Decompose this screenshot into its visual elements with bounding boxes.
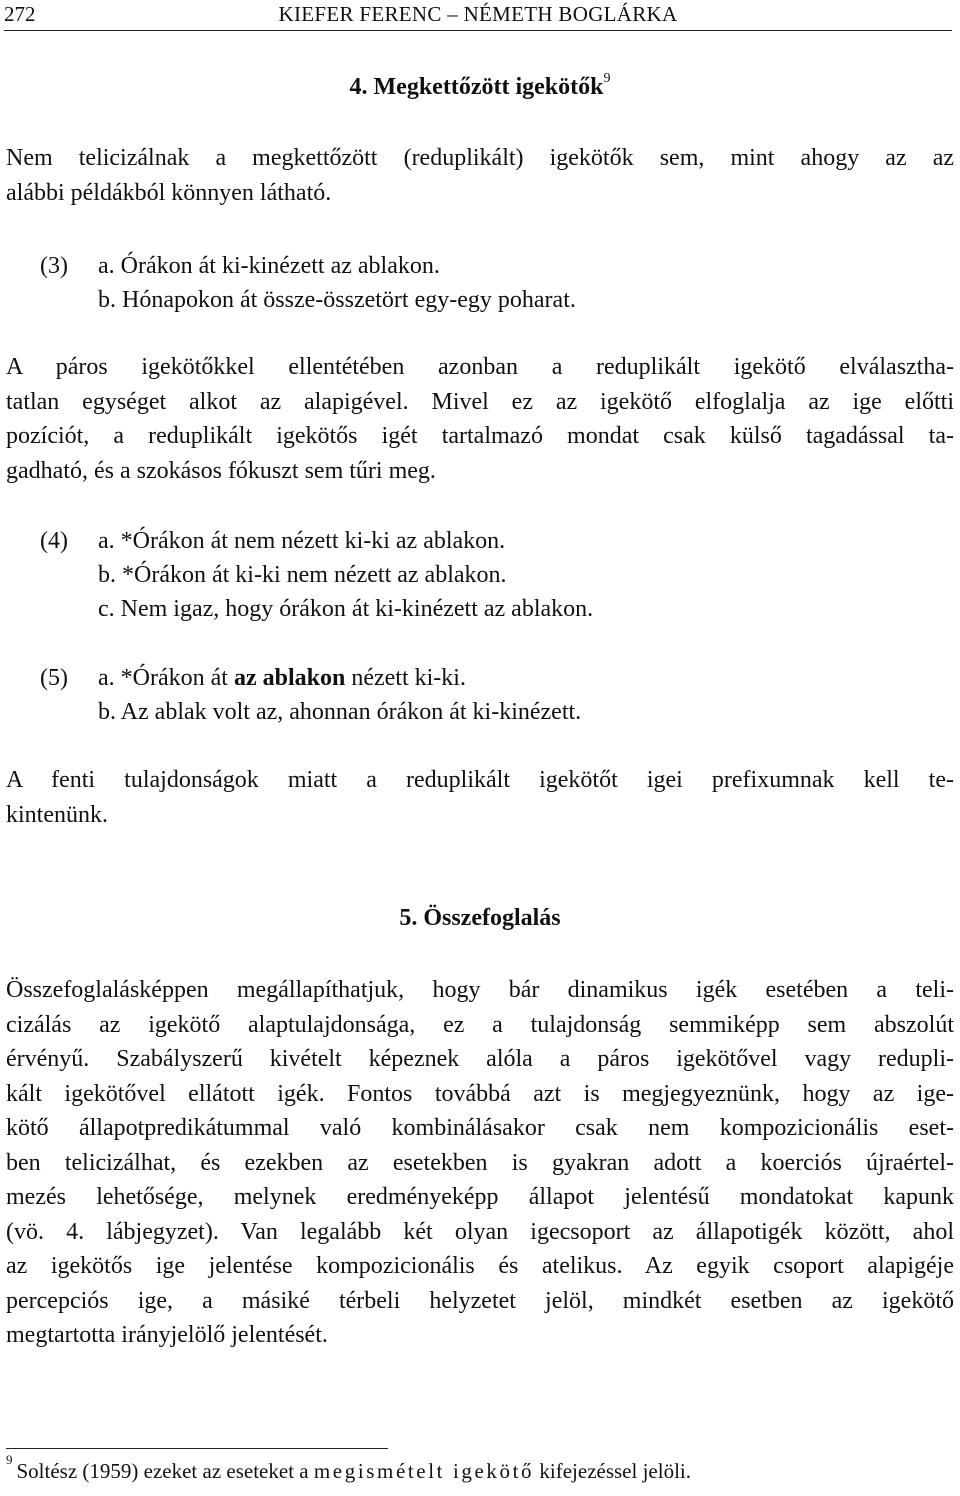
text-line: megtartotta irányjelölő jelentését. — [6, 1322, 328, 1348]
text-line: Nem telicizálnak a megkettőzött (reduplikált) igekötők sem, mint ahogy az az — [6, 145, 954, 171]
text-line: érvényű. Szabályszerű kivételt képeznek alóla a páros igekötővel vagy redupli- — [6, 1046, 954, 1072]
running-header — [4, 0, 952, 31]
example-4b: b. *Órákon át ki-ki nem nézett az ablakon. — [98, 562, 507, 588]
example-5a — [98, 661, 466, 695]
footnote-divider — [6, 1448, 388, 1449]
example-3a: a. Órákon át ki-kinézett az ablakon. — [98, 253, 440, 279]
section-5-title: 5. Összefoglalás — [399, 905, 561, 931]
section-4-title: 4. Megkettőzött igekötők — [349, 74, 604, 100]
example-5a-post: nézett ki-ki. — [345, 665, 466, 691]
paragraph-summary — [6, 973, 954, 1353]
example-number: (5) — [40, 665, 68, 691]
footnote-number: 9 — [6, 1452, 13, 1467]
header-authors: KIEFER FERENC – NÉMETH BOGLÁRKA — [278, 2, 678, 26]
example-5a-focus: az ablakon — [233, 665, 346, 691]
example-3b: b. Hónapokon át össze-összetört egy-egy poharat. — [98, 287, 576, 313]
footnote-spaced-term: megismételt igekötő — [313, 1459, 535, 1483]
text-line: mezés lehetősége, melynek eredményeképp állapot jelentésű mondatokat kapunk — [6, 1184, 954, 1210]
example-4a: a. *Órákon át nem nézett ki-ki az ablakon. — [98, 528, 506, 554]
text-line: tatlan egységet alkot az alapigével. Mivel ez az igekötő elfoglalja az ige előtti — [6, 388, 954, 415]
text-line: alábbi példákból könnyen látható. — [6, 179, 332, 206]
text-line: percepciós ige, a másiké térbeli helyzetet jelöl, mindkét esetben az igekötő — [6, 1287, 954, 1314]
page-number: 272 — [4, 2, 36, 26]
section-4-heading — [0, 71, 960, 101]
text-line: (vö. 4. lábjegyzet). Van legalább két olyan igecsoport az állapotigék között, ahol — [6, 1218, 954, 1245]
example-number: (4) — [40, 528, 68, 554]
section-5-heading — [0, 905, 960, 932]
text-line: pozíciót, a reduplikált igekötős igét tartalmazó mondat csak külső tagadással ta- — [6, 423, 954, 449]
paragraph-3 — [6, 763, 954, 832]
footnote-ref-9: 9 — [603, 71, 611, 86]
text-line: A páros igekötőkkel ellentétében azonban a reduplikált igekötő elválasztha- — [6, 354, 954, 380]
text-line: ben telicizálhat, és ezekben az esetekben is gyakran adott a koerciós újraértel- — [6, 1149, 954, 1176]
footnote-text-post: kifejezéssel jelöli. — [534, 1459, 691, 1483]
text-line: kötő állapotpredikátummal való kombinálásakor csak nem kompozicionális eset- — [6, 1115, 954, 1141]
text-line: cizálás az igekötő alaptulajdonsága, ez a tulajdonság semmiképp sem abszolút — [6, 1011, 954, 1038]
paragraph-2 — [6, 350, 954, 488]
example-4c: c. Nem igaz, hogy órákon át ki-kinézett az ablakon. — [98, 596, 594, 622]
text-line: gadható, és a szokásos fókuszt sem tűri meg. — [6, 457, 436, 484]
example-5b: b. Az ablak volt az, ahonnan órákon át ki-kinézett. — [98, 699, 582, 725]
text-line: A fenti tulajdonságok miatt a reduplikált igekötőt igei prefixumnak kell te- — [6, 767, 954, 793]
paragraph-intro — [6, 141, 954, 210]
example-5a-pre: a. *Órákon át — [98, 665, 234, 691]
text-line: az igekötős ige jelentése kompozicionális és atelikus. Az egyik csoport alapigéje — [6, 1253, 954, 1279]
footnote-text-pre: Soltész (1959) ezeket az eseteket a — [16, 1459, 314, 1483]
text-line: kált igekötővel ellátott igék. Fontos továbbá azt is megjegyeznünk, hogy az ige- — [6, 1080, 954, 1107]
text-line: kintenünk. — [6, 801, 108, 828]
text-line: Összefoglalásképpen megállapíthatjuk, hogy bár dinamikus igék esetében a teli- — [6, 977, 954, 1003]
example-number: (3) — [40, 253, 68, 279]
footnote-9 — [6, 1452, 691, 1484]
